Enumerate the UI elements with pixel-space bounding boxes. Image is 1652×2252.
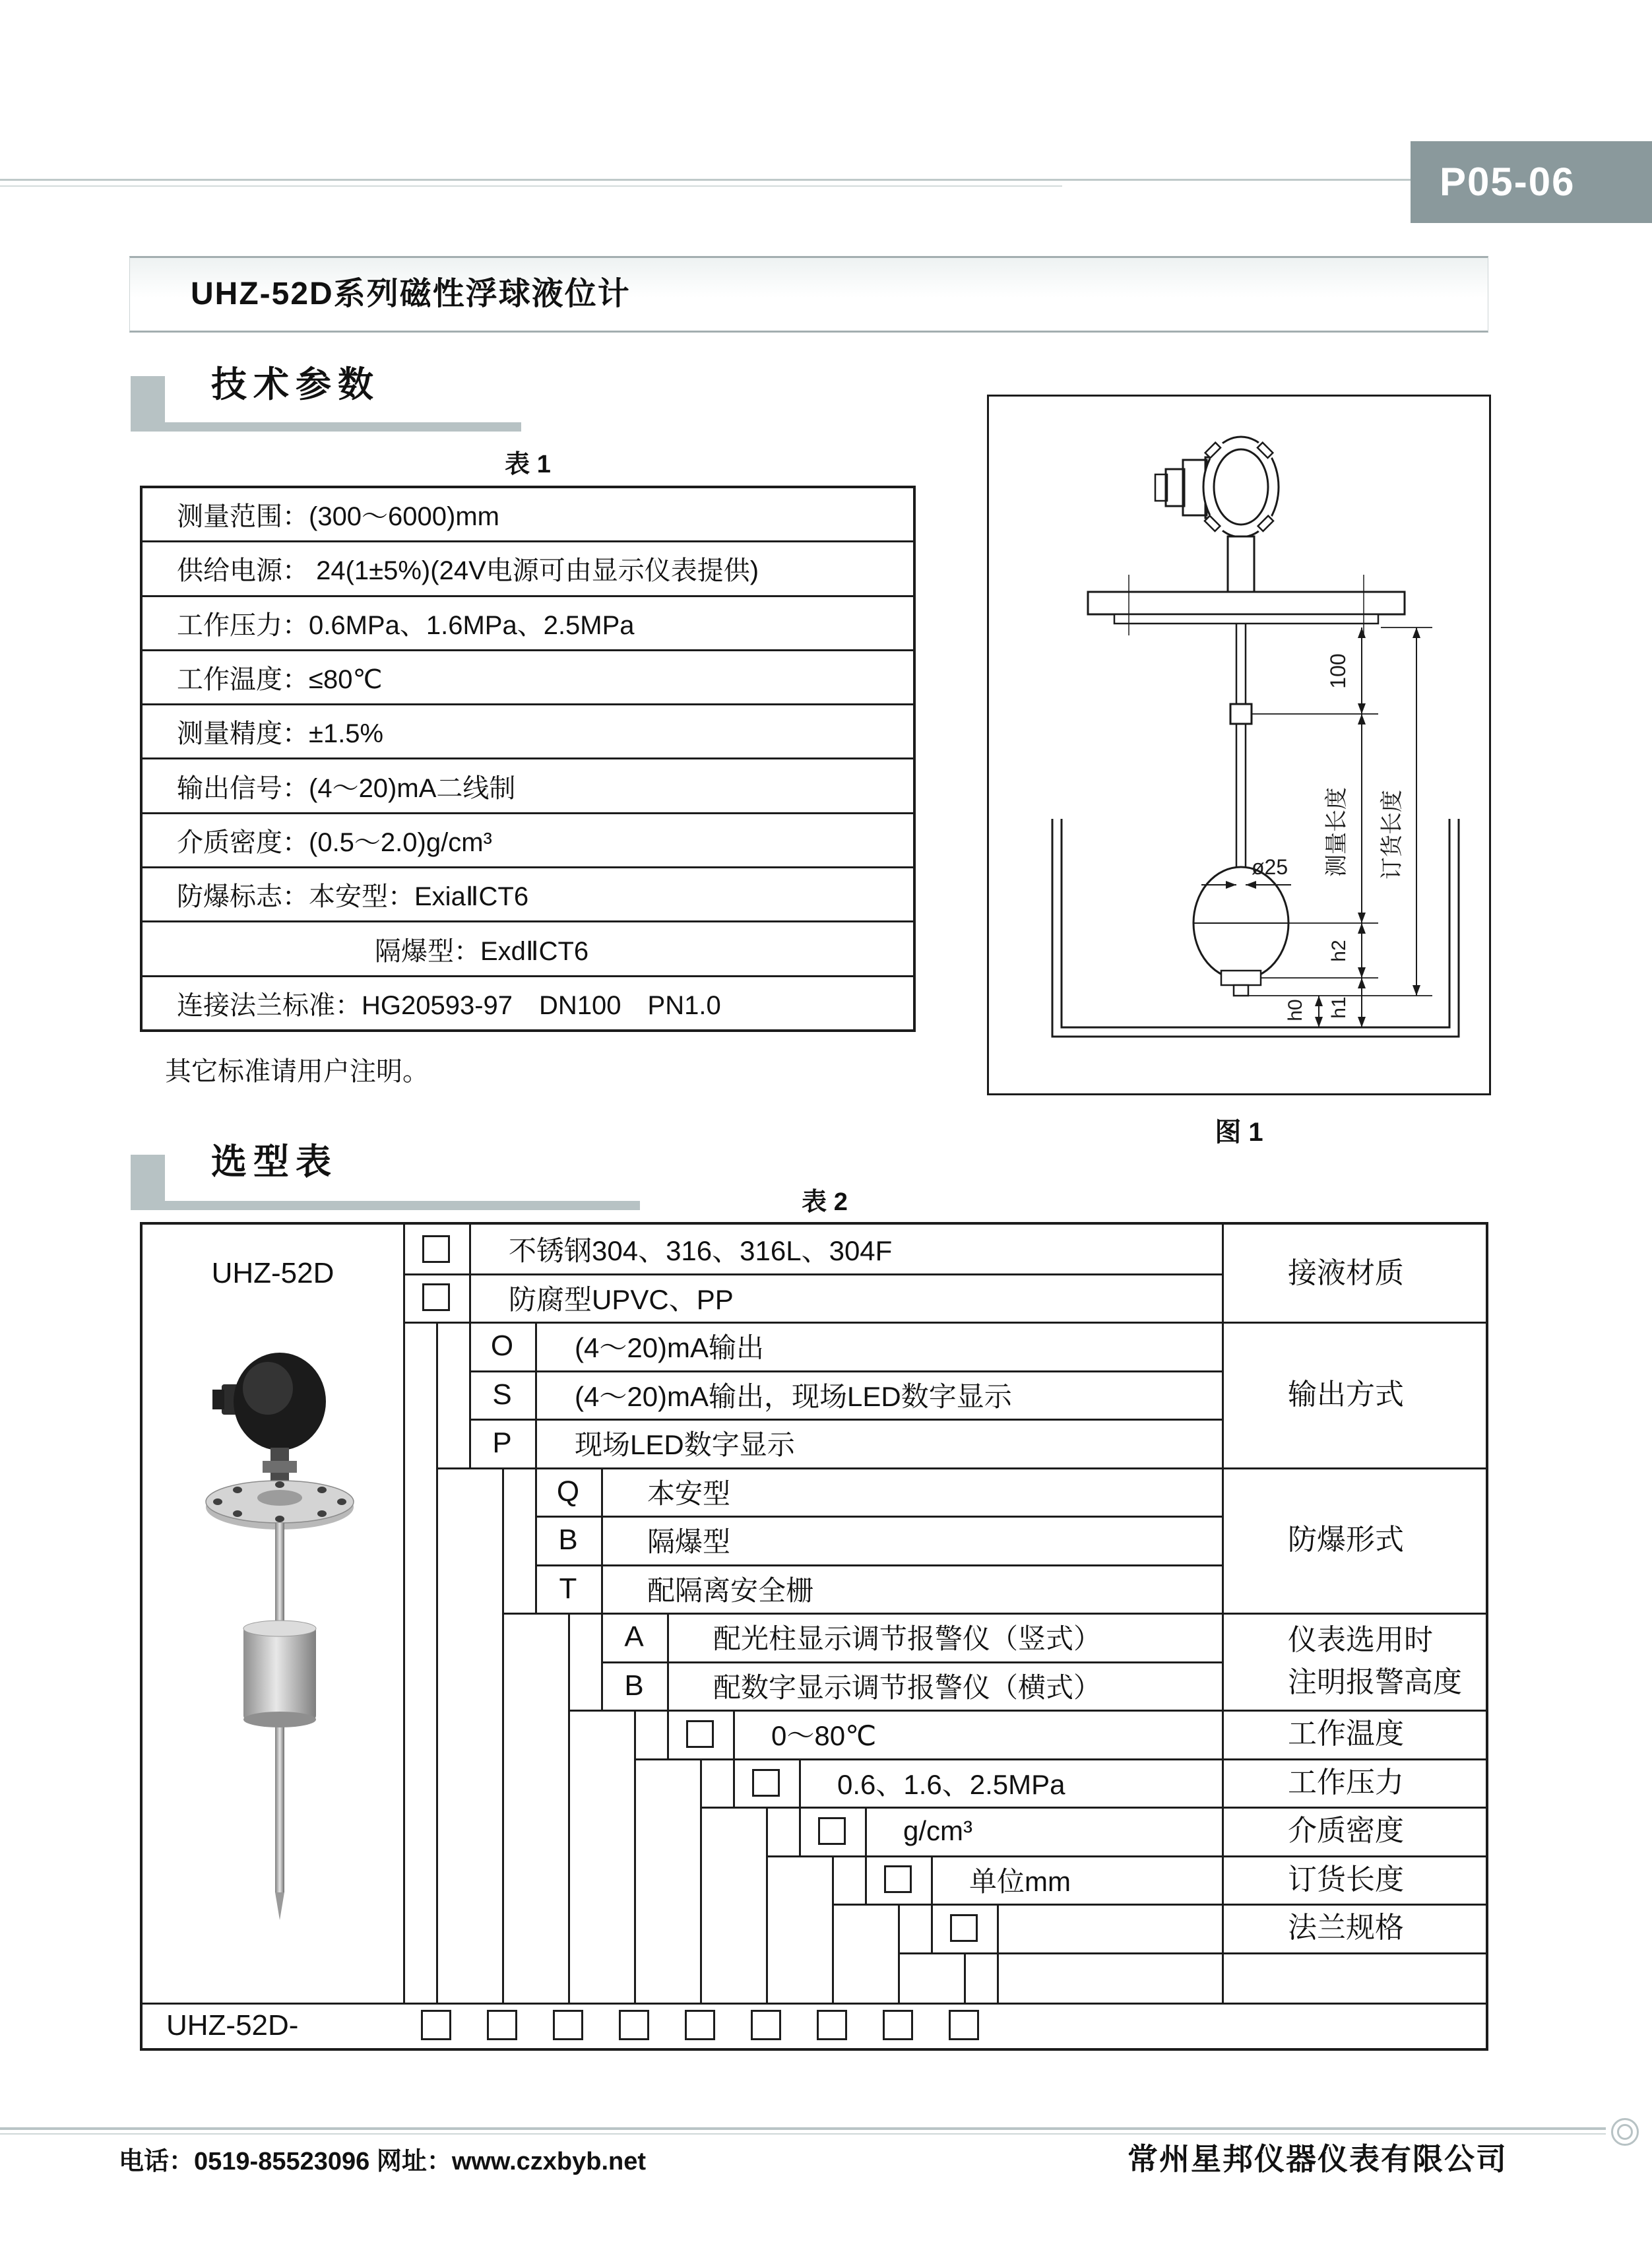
- option-text: 隔爆型: [647, 1526, 731, 1557]
- table1-row: [143, 597, 913, 651]
- option-text: 0～80℃: [771, 1720, 877, 1751]
- table1-row: [143, 868, 913, 922]
- category-cell: 订货长度: [1288, 1863, 1404, 1896]
- footer-company: 常州星邦仪器仪表有限公司: [1128, 2142, 1508, 2176]
- option-checkbox[interactable]: [422, 1283, 450, 1311]
- footer-contact: 电话：0519-85523096 网址：www.czxbyb.net: [119, 2148, 647, 2175]
- spec-text: 介质密度：(0.5～2.0)g/cm³: [177, 827, 492, 857]
- option-code: B: [624, 1669, 644, 1702]
- category-cell: [1224, 1613, 1483, 1710]
- ladder-line: [964, 1952, 966, 2003]
- table1: [140, 486, 916, 1032]
- table-grid-line: [667, 1613, 669, 1758]
- category-cell: 防爆形式: [1288, 1524, 1404, 1557]
- category-cell: 工作压力: [1288, 1766, 1404, 1799]
- level-gauge-diagram: [989, 397, 1489, 1093]
- table1-row: [143, 705, 913, 759]
- table1-row: [143, 651, 913, 705]
- category-cell: 介质密度: [1288, 1815, 1404, 1848]
- option-text: 0.6、1.6、2.5MPa: [837, 1768, 1065, 1800]
- footer-rule-bottom: [0, 2133, 1606, 2135]
- option-checkbox[interactable]: [686, 1720, 714, 1748]
- ladder-line: [700, 1758, 702, 2003]
- section-deco-bar: [131, 422, 521, 432]
- table1-caption: 表 1: [505, 451, 551, 478]
- option-code: T: [559, 1572, 577, 1605]
- spec-text: 隔爆型：ExdⅡCT6: [375, 936, 589, 966]
- option-text: (4～20)mA输出: [575, 1332, 765, 1363]
- category-line: 仪表选用时: [1288, 1623, 1433, 1656]
- option-text: 配光柱显示调节报警仪（竖式）: [713, 1623, 1102, 1654]
- option-checkbox[interactable]: [950, 1914, 978, 1942]
- order-code-checkbox[interactable]: [883, 2010, 913, 2040]
- spec-text: 测量精度：±1.5%: [177, 719, 384, 749]
- option-text: 本安型: [647, 1477, 731, 1509]
- photo-float-bottom: [243, 1712, 316, 1727]
- footer-ornament-inner-circle: [1617, 2124, 1633, 2140]
- dim-label-order-length: 订货长度: [1380, 790, 1405, 880]
- spec-text: 测量范围：(300～6000)mm: [177, 502, 500, 532]
- dim-label-measure-length: 测量长度: [1324, 787, 1349, 877]
- flange-plate: [1088, 592, 1405, 614]
- category-cell: 输出方式: [1288, 1378, 1404, 1411]
- header-rule-bottom: [0, 185, 1062, 187]
- category-cell: 接液材质: [1288, 1256, 1404, 1289]
- ladder-line: [634, 1710, 636, 2003]
- photo-float-top: [243, 1621, 316, 1636]
- gland-mid: [1166, 469, 1184, 506]
- ladder-line: [436, 1322, 438, 2003]
- dim-label-h0: h0: [1285, 999, 1306, 1021]
- header-rule-top: [0, 179, 1413, 181]
- option-code: P: [492, 1427, 512, 1459]
- figure1-drawing: [987, 395, 1491, 1095]
- option-text: 单位mm: [969, 1865, 1071, 1897]
- option-checkbox[interactable]: [884, 1865, 912, 1893]
- ladder-line: [766, 1807, 768, 2003]
- category-cell: 工作温度: [1288, 1718, 1404, 1751]
- product-photo: [181, 1350, 368, 1931]
- dim-label-100: 100: [1326, 653, 1350, 689]
- option-text: g/cm³: [903, 1815, 972, 1846]
- order-code-checkbox[interactable]: [817, 2010, 847, 2040]
- spec-text: 防爆标志：本安型：ExiaⅡCT6: [177, 882, 529, 912]
- photo-rod-tip: [275, 1892, 284, 1920]
- photo-flange-boss: [257, 1490, 302, 1506]
- option-code: Q: [556, 1475, 580, 1508]
- footer-rule-top: [0, 2127, 1606, 2130]
- dim-label-diameter: ø25: [1252, 855, 1288, 879]
- table1-row: [143, 922, 913, 977]
- page-title: UHZ-52D系列磁性浮球液位计: [129, 256, 1488, 333]
- photo-head-highlight: [243, 1362, 293, 1415]
- order-code-checkbox[interactable]: [619, 2010, 649, 2040]
- footer-ornament-circle: [1611, 2118, 1639, 2146]
- neck: [1228, 536, 1254, 593]
- option-code: B: [558, 1524, 578, 1556]
- option-code: O: [490, 1330, 514, 1362]
- option-text: 配数字显示调节报警仪（横式）: [713, 1671, 1102, 1703]
- housing-inner: [1214, 449, 1268, 525]
- order-code-checkbox[interactable]: [949, 2010, 979, 2040]
- float-stop: [1221, 971, 1261, 985]
- spec-text: 工作压力：0.6MPa、1.6MPa、2.5MPa: [177, 610, 635, 640]
- option-text: 防腐型UPVC、PP: [509, 1283, 734, 1315]
- order-code-prefix: UHZ-52D-: [166, 2009, 299, 2042]
- category-cell: 法兰规格: [1288, 1912, 1404, 1945]
- spec-text: 连接法兰标准：HG20593-97 DN100 PN1.0: [177, 990, 721, 1020]
- section-title-tech: 技术参数: [211, 365, 380, 404]
- table-grid-line: [403, 1225, 405, 2003]
- table1-note: 其它标准请用户注明。: [165, 1057, 429, 1086]
- table1-row: [143, 488, 913, 542]
- option-text: 不锈钢304、316、316L、304F: [509, 1235, 893, 1266]
- order-code-checkbox[interactable]: [751, 2010, 781, 2040]
- ladder-line: [568, 1613, 570, 2003]
- table-grid-line: [898, 1952, 1486, 1954]
- order-code-checkbox[interactable]: [487, 2010, 517, 2040]
- dim-label-h1: h1: [1328, 996, 1350, 1019]
- order-code-checkbox[interactable]: [421, 2010, 451, 2040]
- option-text: 配隔离安全栅: [647, 1574, 814, 1606]
- option-checkbox[interactable]: [752, 1769, 780, 1797]
- order-code-checkbox[interactable]: [553, 2010, 583, 2040]
- table1-row: [143, 814, 913, 868]
- spec-text: 工作温度：≤80℃: [177, 665, 383, 695]
- spec-text: 供给电源： 24(1±5%)(24V电源可由显示仪表提供): [177, 556, 759, 586]
- ladder-line: [832, 1855, 834, 2003]
- table1-row: [143, 542, 913, 596]
- option-text: 现场LED数字显示: [575, 1429, 795, 1460]
- dim-label-h2: h2: [1328, 940, 1350, 962]
- table-grid-line: [143, 2003, 1486, 2005]
- section-title-selection: 选型表: [211, 1142, 338, 1182]
- photo-float: [243, 1627, 316, 1720]
- model-code-cell: UHZ-52D: [211, 1256, 334, 1289]
- photo-nut: [263, 1461, 297, 1473]
- table-grid-line: [535, 1516, 1222, 1518]
- section-deco-bar: [131, 1201, 640, 1210]
- table1-row: [143, 977, 913, 1029]
- option-code: A: [624, 1621, 644, 1653]
- page-number-tag: P05-06: [1411, 141, 1652, 223]
- ladder-line: [502, 1467, 504, 2003]
- option-text: (4～20)mA输出，现场LED数字显示: [575, 1380, 1012, 1412]
- table2-selection-table: [140, 1222, 1488, 2051]
- category-line: 注明报警高度: [1288, 1665, 1462, 1698]
- flange-face: [1114, 614, 1378, 624]
- option-code: S: [492, 1378, 512, 1411]
- rod-end-nub: [1234, 985, 1248, 996]
- option-checkbox[interactable]: [818, 1817, 846, 1845]
- figure1-caption: 图 1: [1215, 1118, 1263, 1147]
- order-code-checkbox[interactable]: [685, 2010, 715, 2040]
- option-checkbox[interactable]: [422, 1235, 450, 1263]
- table2-caption: 表 2: [802, 1188, 848, 1216]
- photo-gland-tip: [212, 1390, 224, 1409]
- coupler: [1230, 704, 1252, 724]
- table-grid-line: [535, 1564, 1222, 1566]
- table1-row: [143, 759, 913, 814]
- spec-text: 输出信号：(4～20)mA二线制: [177, 773, 516, 803]
